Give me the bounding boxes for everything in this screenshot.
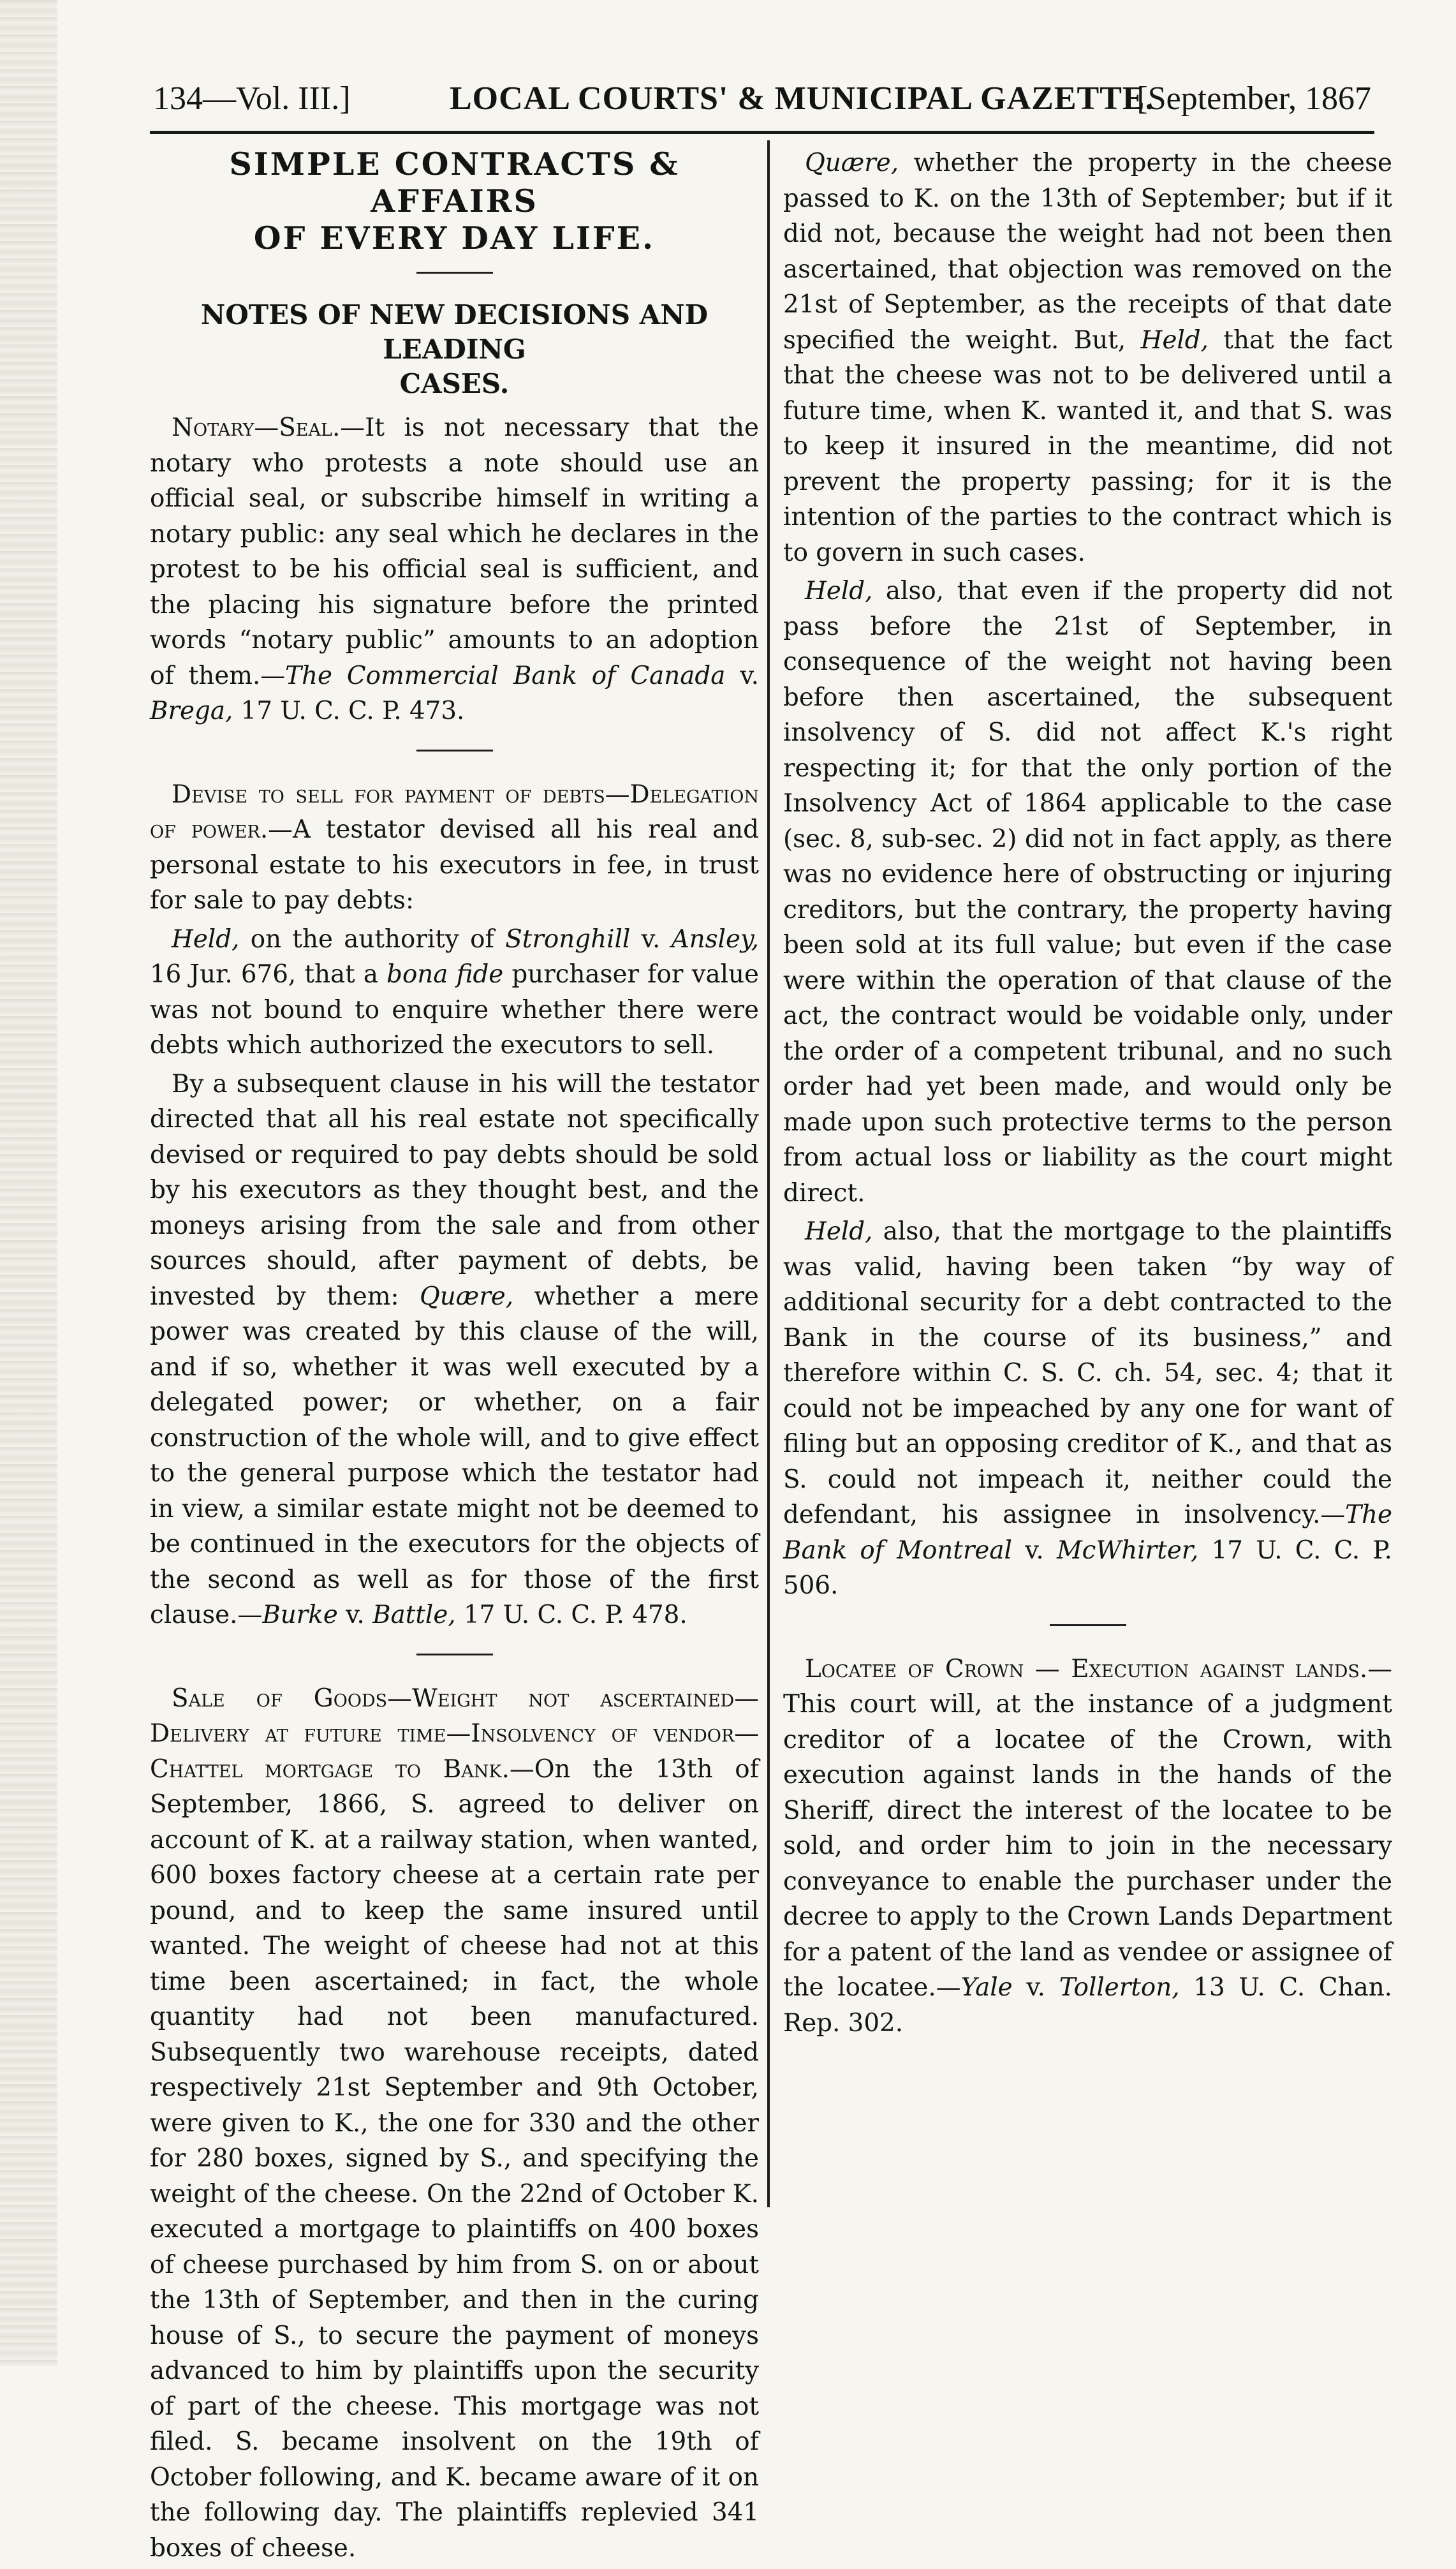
sale-text: that the fact that the cheese was not to be delivered until a future time, when K. wanted it, and that S. was to keep it insured in the meantime, did not prevent the property passing; for it is the intention of the parties to the contract which is to govern in such cases. — [783, 325, 1392, 567]
case-notary-body: —It is not necessary that the notary who protests a note should use an official seal, or subscribe himself in writing a notary public: any seal which he declares in the protest to be his official seal is sufficient, and the placing his signature before the printed words “notary public” amounts to an adoption of them.— — [150, 413, 759, 690]
case-devise-citation-name: Burke — [262, 1601, 338, 1629]
held-label: Held, — [172, 924, 240, 954]
publication-title: LOCAL COURTS' & MUNICIPAL GAZETTE. — [450, 80, 1154, 117]
case-locatee-heading: Locatee of Crown — Execution against lands. — [805, 1654, 1368, 1684]
case-notary-heading: Notary—Seal. — [172, 413, 341, 442]
section-title — [150, 145, 759, 256]
held-label: Held, — [1140, 325, 1209, 355]
case-devise-citation-party: Battle, — [372, 1601, 456, 1629]
section-subtitle-line-2: CASES. — [399, 368, 510, 399]
case-sale-citation-v: v. — [1011, 1536, 1057, 1565]
held-case-party: Ansley, — [671, 924, 760, 954]
case-devise-paragraph — [150, 777, 759, 919]
case-devise-paragraph-2 — [150, 1067, 759, 1633]
section-subtitle — [150, 298, 759, 401]
case-notary-citation-ref: 17 U. C. C. P. 473. — [233, 697, 465, 725]
issue-date: [September, 1867 — [1136, 80, 1371, 117]
header-rule — [150, 131, 1374, 134]
running-header — [153, 73, 1371, 131]
held-case-name: Stronghill — [505, 924, 631, 954]
devise-text: whether a mere power was created by this clause of the will, and if so, whether it was well executed by a delegated power; or whether, on a fair construction of the whole will, and to give effect to the general purpose which the testator had in view, a similar estate might not be deemed to be continued in the executors for the objects of the second as well as for those of the first clause.— — [150, 1282, 760, 1629]
held-v: v. — [630, 924, 672, 954]
case-locatee-citation-ref: 13 U. C. Chan. Rep. 302. — [783, 1973, 1393, 2038]
case-notary-citation-party: Brega, — [150, 697, 233, 725]
bona-fide: bona fide — [386, 960, 504, 989]
case-devise-body: —A testator devised all his real and personal estate to his executors in fee, in trust for sale to pay debts: — [150, 815, 759, 915]
quaere-label: Quære, — [420, 1282, 514, 1311]
case-sale-held-2 — [783, 574, 1392, 1211]
case-divider — [416, 750, 493, 751]
column-divider — [767, 140, 770, 2207]
case-locatee-paragraph — [783, 1652, 1392, 2041]
held-text: 16 Jur. 676, that a — [150, 960, 387, 989]
right-column — [783, 145, 1392, 2044]
case-devise-citation-ref: 17 U. C. C. P. 478. — [455, 1601, 688, 1629]
case-locatee-body: —This court will, at the instance of a judgment creditor of a locatee of the Crown, with execution against lands in the hands of the Sheriff, direct the interest of the locatee to be sold, and order him to join in the necessary conveyance to enable the purchaser under the decree to apply to the Crown Lands Department for a patent of the land as vendee or assignee of the locatee.— — [783, 1654, 1392, 2002]
case-sale-quaere — [783, 145, 1392, 570]
quaere-label: Quære, — [805, 149, 899, 177]
sale-text: whether the property in the cheese passed to K. on the 13th of September; but if it did not, because the weight had not been then ascertained, that objection was removed on the 21st of September, as the receipts of that date specified the weight. But, — [783, 149, 1392, 355]
sale-text: also, that the mortgage to the plaintiffs was valid, having been taken “by way of additional security for a debt contracted to the Bank in the course of its business,” and therefore within C. S. C. ch. 54, sec. 4; that it could not be impeached by any one for want of filing but an opposing creditor of K., and that as S. could not impeach it, neither could the defendant, his assignee in insolvency.— — [783, 1217, 1392, 1529]
case-devise-heading: Devise to sell for payment of debts—Delegation of power. — [150, 780, 759, 844]
case-notary-paragraph — [150, 410, 759, 729]
page-volume: 134—Vol. III.] — [153, 80, 351, 117]
case-devise-citation-v: v. — [337, 1601, 373, 1629]
left-column — [150, 145, 759, 2569]
case-locatee-citation-party: Tollerton, — [1059, 1973, 1180, 2002]
held-text: on the authority of — [239, 924, 506, 954]
case-sale-held-3 — [783, 1214, 1392, 1604]
case-sale-citation-name: The Bank of Montreal — [783, 1500, 1392, 1565]
case-sale-body: —On the 13th of September, 1866, S. agreed to deliver on account of K. at a railway station, when wanted, 600 boxes factory cheese at a certain rate per pound, and to keep the same insured until wanted. The weight of cheese had not at this time been ascertained; in fact, the whole quantity had not been manufactured. Subsequently two warehouse receipts, dated respectively 21st September and 9th October, were given to K., the one for 330 and the other for 280 boxes, signed by S., and specifying the weight of the cheese. On the 22nd of October K. executed a mortgage to plaintiffs on 400 boxes of cheese purchased by him from S. on or about the 13th of September, and then in the curing house of S., to secure the payment of moneys advanced to him by plaintiffs upon the security of part of the cheese. This mortgage was not filed. S. became insolvent on the 19th of October following, and K. became aware of it on the following day. The plaintiffs replevied 341 boxes of cheese. — [150, 1754, 759, 2563]
held-label: Held, — [805, 1217, 873, 1246]
case-sale-heading: Sale of Goods—Weight not ascertained—Delivery at future time—Insolvency of vendor—Chattel mortgage to Bank. — [150, 1684, 759, 1784]
section-divider — [416, 272, 493, 274]
section-title-line-2: OF EVERY DAY LIFE. — [253, 219, 656, 256]
case-devise-held — [150, 922, 759, 1063]
case-sale-paragraph — [150, 1681, 759, 2566]
held-label: Held, — [805, 577, 873, 605]
case-locatee-citation-v: v. — [1012, 1973, 1059, 2002]
section-subtitle-line-1: NOTES OF NEW DECISIONS AND LEADING — [200, 299, 709, 365]
case-divider — [1050, 1624, 1126, 1626]
case-sale-citation-ref: 17 U. C. C. P. 506. — [783, 1536, 1393, 1600]
sale-text: also, that even if the property did not pass before the 21st of September, in consequence of the weight not having been before then ascertained, the subsequent insolvency of S. did not affect K.'s right respecting it; for that the only portion of the Insolvency Act of 1864 applicable to the case (sec. 8, sub-sec. 2) did not in fact apply, as there was no evidence here of obstructing or injuring creditors, but the contrary, the property having been sold at its full value; but even if the case were within the operation of that clause of the act, the contract would be voidable only, under the order of a competent tribunal, and no such order had yet been made, and would only be made upon such protective terms to the person from actual loss or liability as the court might direct. — [783, 577, 1392, 1208]
held-text: purchaser for value was not bound to enquire whether there were debts which authorized the executors to sell. — [150, 960, 760, 1060]
section-title-line-1: SIMPLE CONTRACTS & AFFAIRS — [229, 145, 680, 219]
case-divider — [416, 1654, 493, 1655]
devise-text: By a subsequent clause in his will the testator directed that all his real estate not specifically devised or required to pay debts should be sold by his executors as they thought best, and the moneys arising from the sale and from other sources should, after payment of debts, be invested by them: — [150, 1069, 759, 1311]
scanned-page-edge — [0, 0, 57, 2366]
case-notary-citation-v: v. — [725, 661, 759, 690]
case-sale-citation-party: McWhirter, — [1056, 1536, 1199, 1565]
case-notary-citation-name: The Commercial Bank of Canada — [285, 661, 726, 690]
case-locatee-citation-name: Yale — [960, 1973, 1013, 2002]
